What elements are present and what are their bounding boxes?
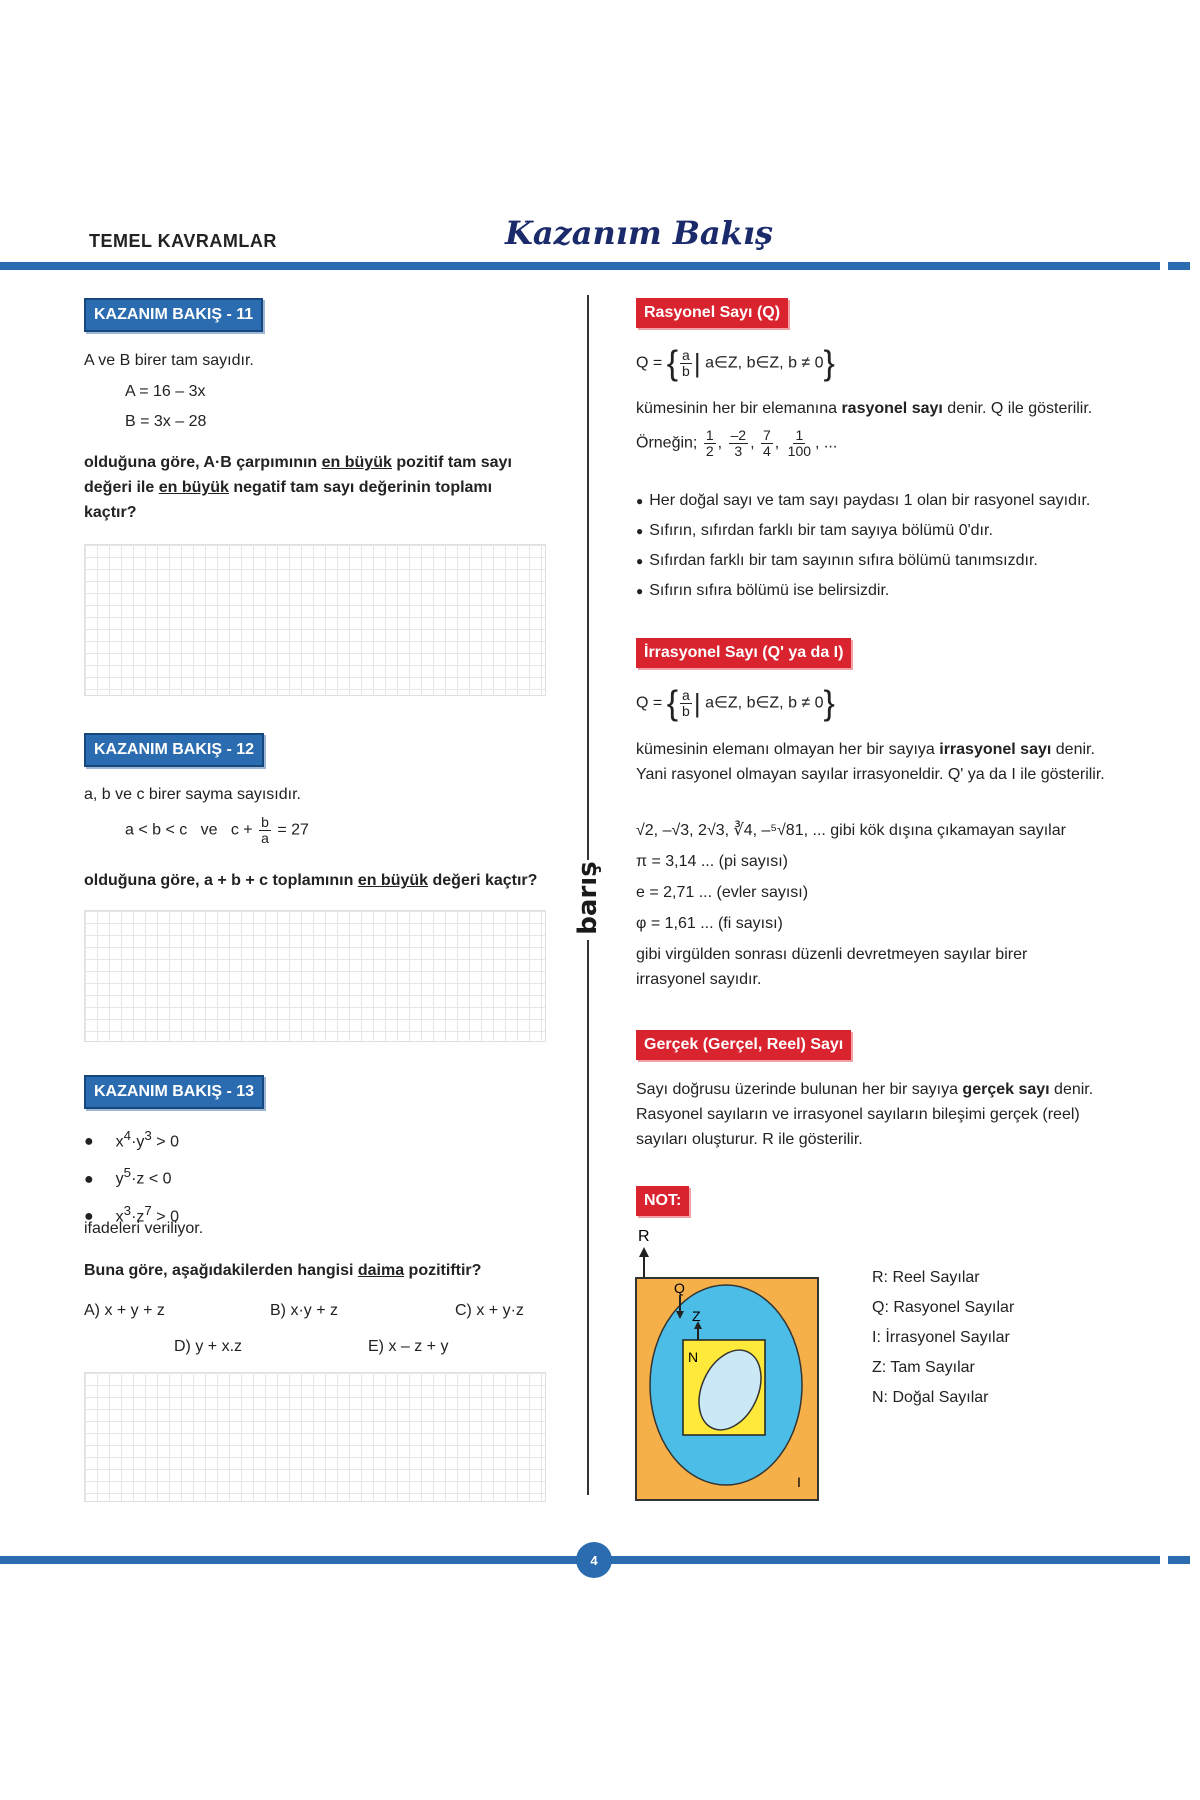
- q11-question: olduğuna göre, A·B çarpımının en büyük pozitif tam sayı değeri ile en büyük negatif tam sayı değerinin toplamı kaçtır?: [84, 454, 512, 521]
- q12-answer-grid[interactable]: [84, 910, 546, 1042]
- legend-item: N: Doğal Sayılar: [872, 1389, 989, 1406]
- irrational-e: e = 2,71 ... (evler sayısı): [636, 884, 809, 901]
- irrational-closing: gibi virgülden sonrası düzenli devretmeyen sayılar birer irrasyonel sayıdır.: [636, 946, 1028, 988]
- q12-question: olduğuna göre, a + b + c toplamının en büyük değeri kaçtır?: [84, 872, 538, 889]
- section-title: TEMEL KAVRAMLAR: [89, 231, 277, 251]
- question-badge-12: KAZANIM BAKIŞ - 12: [84, 733, 264, 767]
- legend-item: R: Reel Sayılar: [872, 1269, 980, 1286]
- q13-answer-grid[interactable]: [84, 1372, 546, 1502]
- rational-examples: Örneğin; $\frac{1}{2}$ , $\frac{-2}{3}$ , $\frac{7}{4}$ , $\frac{1}{100}$ , ...: [636, 427, 838, 459]
- q13-question: Buna göre, aşağıdakilerden hangisi daima pozitiftir?: [84, 1262, 482, 1279]
- q11-eq-a: A = 16 – 3x: [125, 383, 206, 400]
- header-rule: [0, 262, 1160, 270]
- q11-eq-b: B = 3x – 28: [125, 413, 207, 430]
- option-d[interactable]: D) y + x.z: [174, 1338, 243, 1355]
- real-description: Sayı doğrusu üzerinde bulunan her bir sayıya gerçek sayı denir. Rasyonel sayıların ve irrasyonel sayıların bileşimi gerçek (reel) sayıları oluşturur. R ile gösterilir.: [636, 1081, 1094, 1148]
- irrational-pi: π = 3,14 ... (pi sayısı): [636, 853, 788, 870]
- q13-item-1: ● $x^4\cdot y^3 > 0$: [84, 1128, 179, 1151]
- option-b[interactable]: B) x·y + z: [270, 1302, 339, 1319]
- label-q: Q: [674, 1280, 685, 1296]
- sets-legend: [872, 1263, 1014, 1413]
- label-z: Z: [692, 1308, 701, 1324]
- label-r: R: [638, 1228, 650, 1245]
- irrational-phi: φ = 1,61 ... (fi sayısı): [636, 915, 783, 932]
- rational-badge: Rasyonel Sayı (Q): [636, 298, 788, 328]
- legend-item: Z: Tam Sayılar: [872, 1359, 975, 1376]
- note-badge: NOT:: [636, 1186, 689, 1216]
- bullet-item: ● Her doğal sayı ve tam sayı paydası 1 olan bir rasyonel sayıdır.: [636, 486, 1116, 516]
- q12-fraction: $\frac{b}{a}$: [261, 814, 269, 846]
- label-n: N: [688, 1349, 699, 1365]
- option-c[interactable]: C) x + y·z: [455, 1302, 524, 1319]
- irrational-set: Q = { $\frac{a}{b}$ | a∈Z, b∈Z, b ≠ 0}: [636, 684, 835, 723]
- q13-item-3: ● $x^3\cdot z^7 > 0$: [84, 1202, 179, 1225]
- publisher-logo: barış: [573, 861, 603, 935]
- brand-logo: Kazanım Bakış: [505, 214, 773, 252]
- r-arrow-head: [639, 1247, 649, 1257]
- bullet-item: ● Sıfırın sıfıra bölümü ise belirsizdir.: [636, 576, 1116, 606]
- header-rule-end: [1168, 262, 1190, 270]
- option-a[interactable]: A) x + y + z: [84, 1302, 165, 1319]
- q12-intro: a, b ve c birer sayma sayısıdır.: [84, 786, 301, 803]
- real-badge: Gerçek (Gerçel, Reel) Sayı: [636, 1030, 851, 1060]
- page-number: 4: [576, 1542, 612, 1578]
- rational-description: kümesinin her bir elemanına rasyonel sayı denir. Q ile gösterilir.: [636, 400, 1093, 417]
- irrational-description: kümesinin elemanı olmayan her bir sayıya irrasyonel sayı denir. Yani rasyonel olmayan sayılar irrasyoneldir. Q' ya da I ile gösterilir.: [636, 741, 1105, 783]
- question-badge-13: KAZANIM BAKIŞ - 13: [84, 1075, 264, 1109]
- bullet-item: ● Sıfırdan farklı bir tam sayının sıfıra bölümü tanımsızdır.: [636, 546, 1116, 576]
- q11-intro: A ve B birer tam sayıdır.: [84, 352, 254, 369]
- irrational-roots: √2, –√3, 2√3, ∛4, –⁵√81, ... gibi kök dışına çıkamayan sayılar: [636, 822, 1066, 839]
- q13-item-2: ● $y^5\cdot z < 0$: [84, 1165, 172, 1188]
- footer-rule-end: [1168, 1556, 1190, 1564]
- q13-given: ifadeleri veriliyor.: [84, 1220, 204, 1237]
- option-e[interactable]: E) x – z + y: [368, 1338, 449, 1355]
- legend-item: Q: Rasyonel Sayılar: [872, 1299, 1015, 1316]
- q11-answer-grid[interactable]: [84, 544, 546, 696]
- label-i: I: [797, 1474, 801, 1490]
- q12-condition: a < b < c ve c + $\frac{b}{a}$ = 27: [125, 814, 309, 846]
- legend-item: I: İrrasyonel Sayılar: [872, 1329, 1010, 1346]
- rational-set: Q = { $\frac{a}{b}$ | a∈Z, b∈Z, b ≠ 0}: [636, 344, 835, 383]
- number-sets-diagram: [630, 1225, 830, 1505]
- question-badge-11: KAZANIM BAKIŞ - 11: [84, 298, 263, 332]
- bullet-item: ● Sıfırın, sıfırdan farklı bir tam sayıya bölümü 0'dır.: [636, 516, 1116, 546]
- rational-bullets: [636, 486, 1116, 606]
- irrational-badge: İrrasyonel Sayı (Q' ya da I): [636, 638, 851, 668]
